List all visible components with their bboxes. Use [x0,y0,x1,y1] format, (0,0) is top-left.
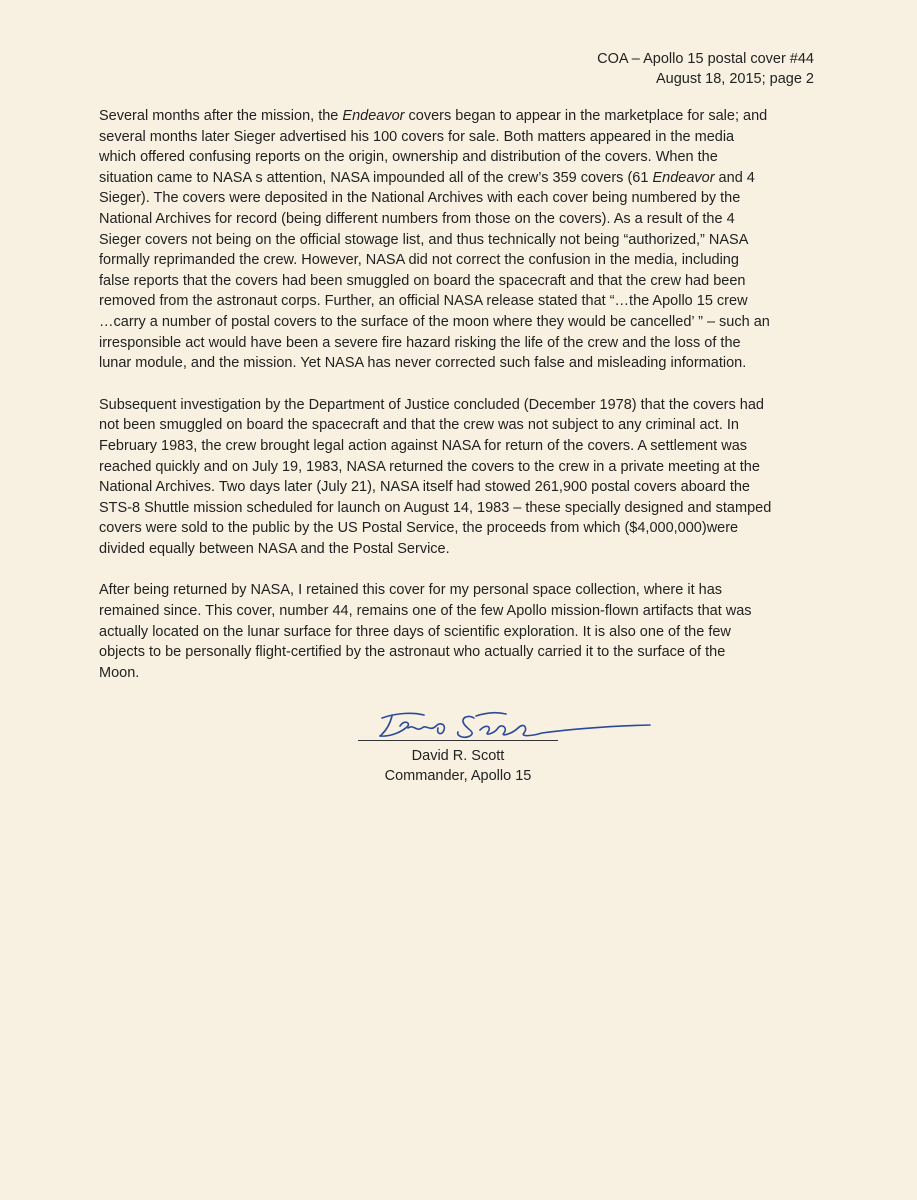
text-line [99,106,819,127]
text-line [99,601,819,622]
text-segment: Subsequent investigation by the Department of Justice concluded (December 1978) that the covers had [99,396,764,413]
text-segment: Sieger). The covers were deposited in the National Archives with each cover being numbered by the [99,190,741,207]
text-segment: irresponsible act would have been a severe fire hazard risking the life of the crew and the loss of the [99,334,741,351]
text-segment: National Archives. Two days later (July 21), NASA itself had stowed 261,900 postal covers aboard the [99,479,750,496]
text-segment: not been smuggled on board the spacecraft and that the crew was not subject to any criminal act. In [99,417,739,434]
text-line [99,622,819,643]
text-segment: Sieger covers not being on the official stowage list, and thus technically not being “authorized,” NASA [99,231,749,248]
text-segment: actually located on the lunar surface for three days of scientific exploration. It is also one of the few [99,623,731,640]
text-line [99,642,819,663]
italic-ship-name: Endeavor [652,169,715,186]
text-line [99,457,819,478]
text-line [99,271,819,292]
text-segment: and 4 [714,169,755,186]
text-segment: divided equally between NASA and the Postal Service. [99,540,450,557]
text-segment: After being returned by NASA, I retained this cover for my personal space collection, where it has [99,582,723,599]
text-line [99,498,819,519]
text-segment: several months later Sieger advertised his 100 covers for sale. Both matters appeared in the media [99,128,735,145]
text-segment: lunar module, and the mission. Yet NASA has never corrected such false and misleading information. [99,355,747,372]
text-segment: covers began to appear in the marketplace for sale; and [404,108,768,124]
text-line [99,250,819,271]
header-certificate-ref: COA – Apollo 15 postal cover #44 [597,51,814,67]
text-line [99,415,819,436]
text-segment: false reports that the covers had been smuggled on board the spacecraft and that the crew had been [99,272,746,289]
text-line [99,127,819,148]
header-date-page: August 18, 2015; page 2 [655,71,814,87]
text-line [99,147,819,168]
document-header [597,49,814,89]
text-line [99,663,819,684]
text-line [99,436,819,457]
body-paragraph [99,106,819,374]
text-segment: situation came to NASA s attention, NASA impounded all of the crew’s 359 covers (61 [99,169,653,186]
text-line [99,477,819,498]
handwritten-signature [372,706,652,740]
text-line [99,168,819,189]
text-line [99,188,819,209]
text-line [99,518,819,539]
text-segment: February 1983, the crew brought legal action against NASA for return of the covers. A settlement was [99,437,748,454]
text-segment: reached quickly and on July 19, 1983, NASA returned the covers to the crew in a private meeting at the [99,458,760,475]
signer-title: Commander, Apollo 15 [384,768,532,784]
body-paragraph [99,580,819,683]
text-segment: objects to be personally flight-certified by the astronaut who actually carried it to the surface of the [99,644,726,661]
text-line [99,539,819,560]
text-segment: which offered confusing reports on the origin, ownership and distribution of the covers. When the [99,149,718,166]
text-segment: National Archives for record (being different numbers from those on the covers). As a result of the 4 [99,210,735,227]
text-line [99,580,819,601]
text-segment: covers were sold to the public by the US Postal Service, the proceeds from which ($4,000,000)were [99,520,739,537]
italic-ship-name: Endeavor [342,108,405,124]
text-segment: formally reprimanded the crew. However, NASA did not correct the confusion in the media, including [99,252,739,269]
text-segment: Several months after the mission, the [99,108,343,124]
body-paragraph [99,395,819,560]
text-line [99,291,819,312]
text-segment: remained since. This cover, number 44, remains one of the few Apollo mission-flown artifacts that was [99,603,752,620]
text-line [99,353,819,374]
letter-body [99,106,819,704]
text-line [99,395,819,416]
signature-line [358,740,558,741]
text-segment: removed from the astronaut corps. Further, an official NASA release stated that “…the Apollo 15 crew [99,293,748,310]
text-line [99,209,819,230]
text-line [99,312,819,333]
text-segment: STS-8 Shuttle mission scheduled for launch on August 14, 1983 – these specially designed and stamped [99,499,772,516]
signature-block [358,706,558,791]
text-segment: …carry a number of postal covers to the surface of the moon where they would be cancelled’ ” – such an [99,313,770,330]
text-line [99,230,819,251]
signer-name: David R. Scott [411,748,505,764]
text-segment: Moon. [99,664,140,681]
text-line [99,333,819,354]
